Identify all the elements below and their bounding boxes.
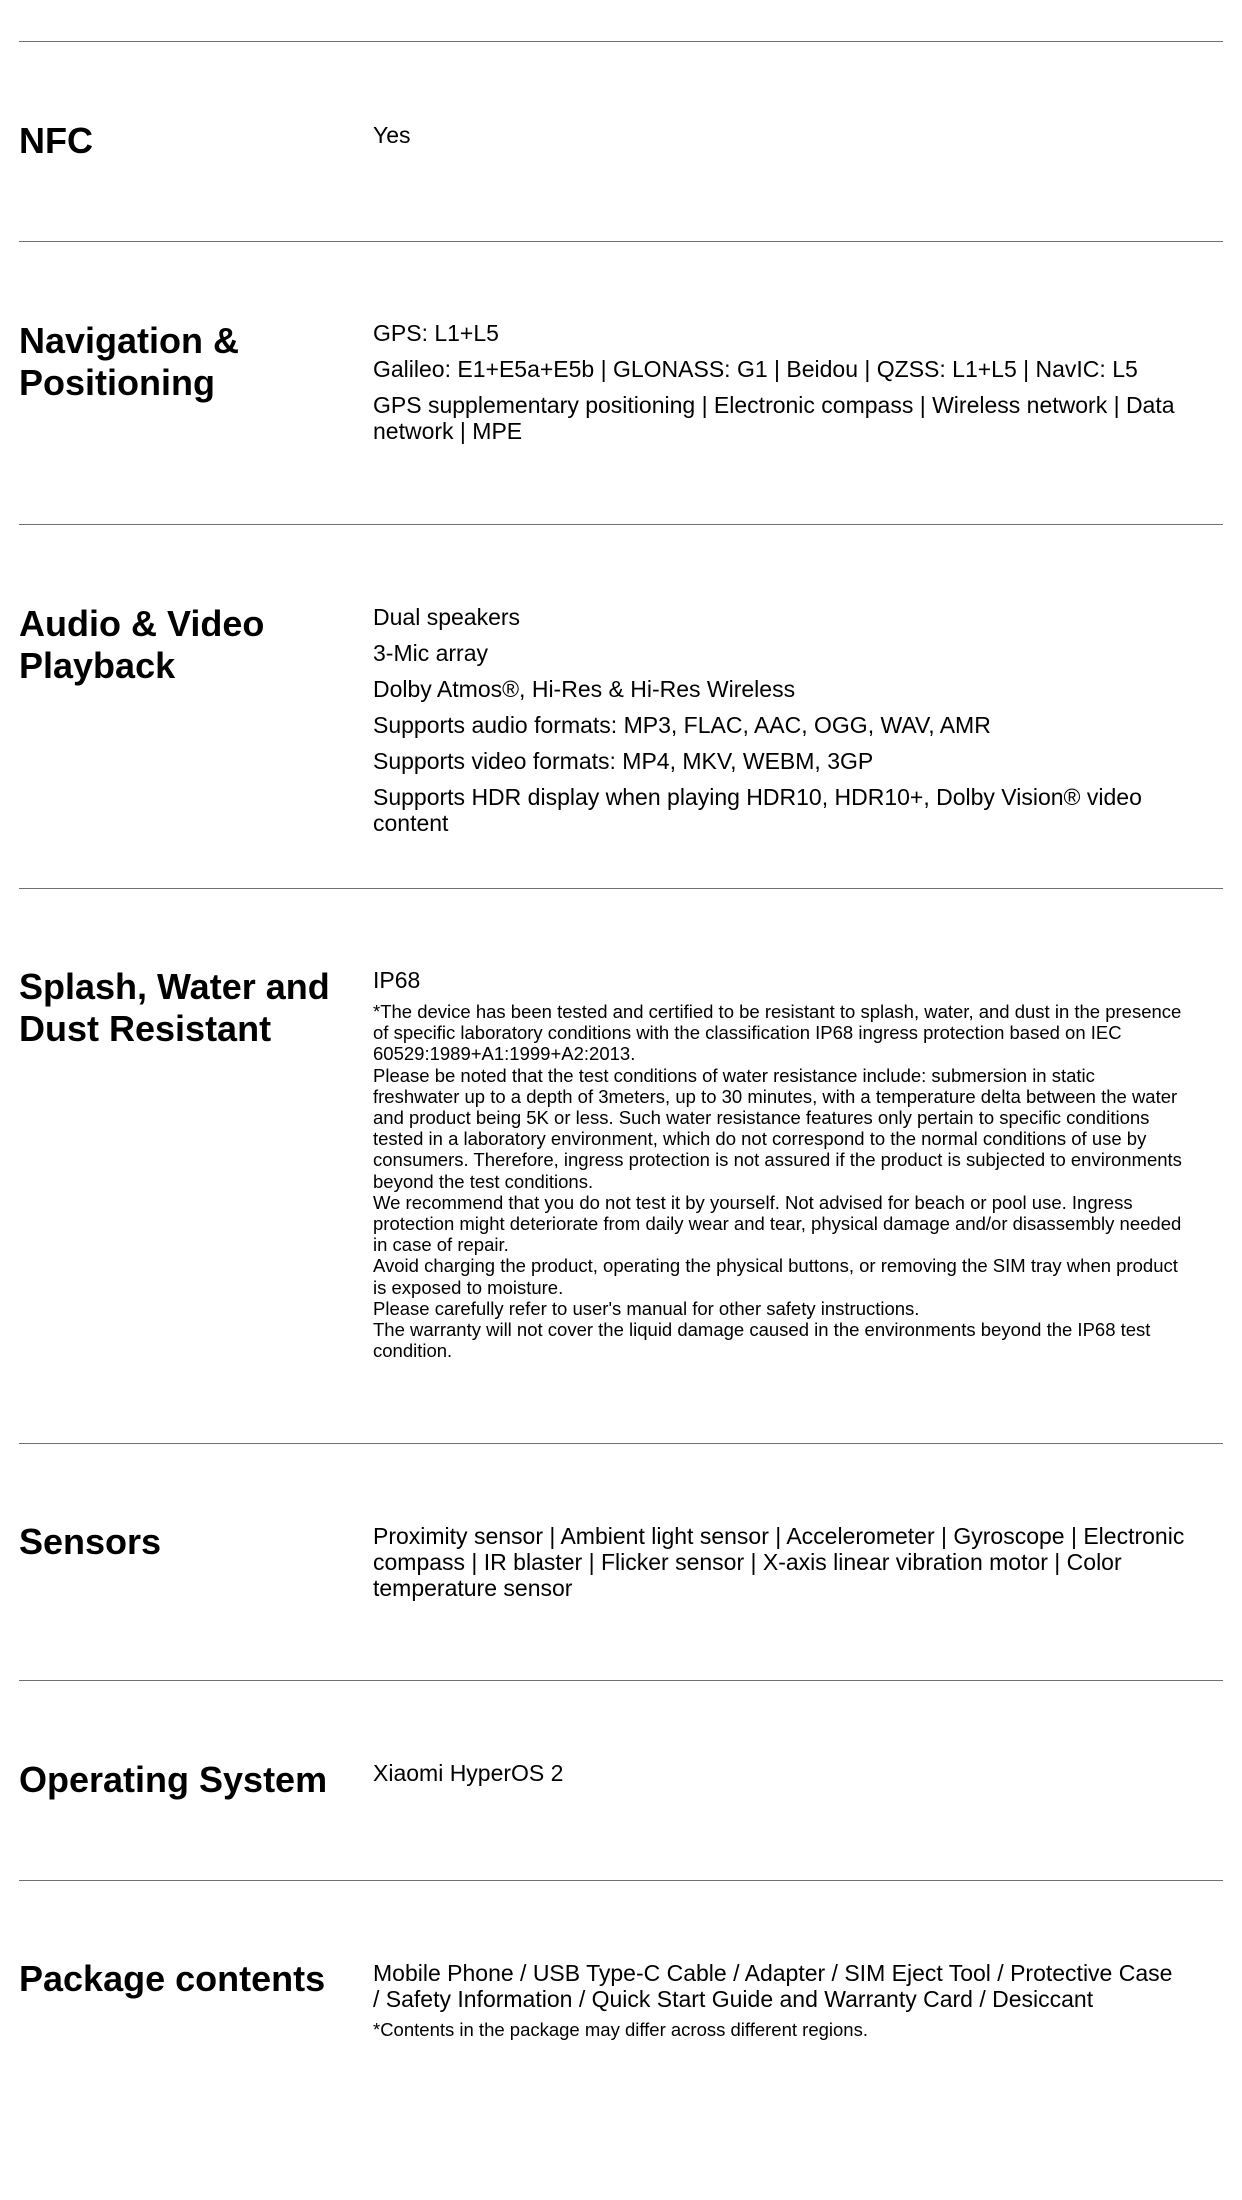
spec-value: Mobile Phone / USB Type-C Cable / Adapter / SIM Eject Tool / Protective Case / Safety Information / Quick Start Guide and Warranty Card / Desiccant [373,1960,1173,2012]
section-divider [19,524,1223,525]
spec-value: Supports video formats: MP4, MKV, WEBM, 3GP [373,748,874,774]
spec-values [373,1760,1185,1786]
spec-title: Audio & Video Playback [19,603,265,686]
spec-value: Dolby Atmos®, Hi-Res & Hi-Res Wireless [373,676,796,702]
spec-values [373,1960,1185,2040]
note-line: Avoid charging the product, operating the physical buttons, or removing the SIM tray when product is exposed to moisture. [373,1255,1178,1298]
section-divider [19,1443,1223,1444]
section-divider [19,1680,1223,1681]
note-line: The warranty will not cover the liquid damage caused in the environments beyond the IP68 test condition. [373,1319,1151,1362]
spec-title: Package contents [19,1958,326,1999]
section-divider [19,41,1223,42]
spec-value: Yes [373,122,411,148]
note-line: Please carefully refer to user's manual for other safety instructions. [373,1297,920,1319]
spec-note: *Contents in the package may differ across different regions. [373,2019,868,2040]
note-line: We recommend that you do not test it by yourself. Not advised for beach or pool use. Ingress protection might deteriorate from daily wear and tear, physical damage and/or disassembly needed in case of repair. [373,1191,1182,1256]
spec-title: Sensors [19,1521,162,1562]
spec-title: Operating System [19,1759,328,1800]
spec-title: Splash, Water and Dust Resistant [19,966,330,1049]
spec-note [373,1001,1185,1361]
spec-values [373,122,1185,148]
note-line: *The device has been tested and certified to be resistant to splash, water, and dust in the presence of specific laboratory conditions with the classification IP68 ingress protection based on IEC 60529:1989+A1:1999+A2:2013. [373,1001,1182,1065]
spec-value: Supports audio formats: MP3, FLAC, AAC, OGG, WAV, AMR [373,712,991,738]
spec-value: 3-Mic array [373,640,489,666]
spec-value: GPS: L1+L5 [373,320,499,346]
spec-values [373,604,1185,836]
section-divider [19,888,1223,889]
spec-values [373,967,1185,1361]
note-line: Please be noted that the test conditions of water resistance include: submersion in static freshwater up to a depth of 3meters, up to 30 minutes, with a temperature delta between the water and product being 5K or less. Such water resistance features only pertain to specific conditions tested in a laboratory environment, which do not correspond to the normal conditions of use by consumers. Therefore, ingress protection is not assured if the product is subjected to environments beyond the test conditions. [373,1064,1182,1192]
spec-value: Dual speakers [373,604,521,630]
spec-values [373,1523,1185,1601]
spec-title: Navigation & Positioning [19,320,240,403]
spec-value: IP68 [373,967,421,993]
section-divider [19,1880,1223,1881]
section-divider [19,241,1223,242]
spec-value: GPS supplementary positioning | Electronic compass | Wireless network | Data network | MPE [373,392,1175,444]
spec-values [373,320,1185,444]
spec-value: Galileo: E1+E5a+E5b | GLONASS: G1 | Beidou | QZSS: L1+L5 | NavIC: L5 [373,356,1138,382]
spec-title: NFC [19,120,93,161]
spec-value: Supports HDR display when playing HDR10, HDR10+, Dolby Vision® video content [373,784,1142,836]
spec-value: Proximity sensor | Ambient light sensor | Accelerometer | Gyroscope | Electronic compass | IR blaster | Flicker sensor | X-axis linear vibration motor | Color temperature sensor [373,1523,1185,1601]
spec-value: Xiaomi HyperOS 2 [373,1760,564,1786]
